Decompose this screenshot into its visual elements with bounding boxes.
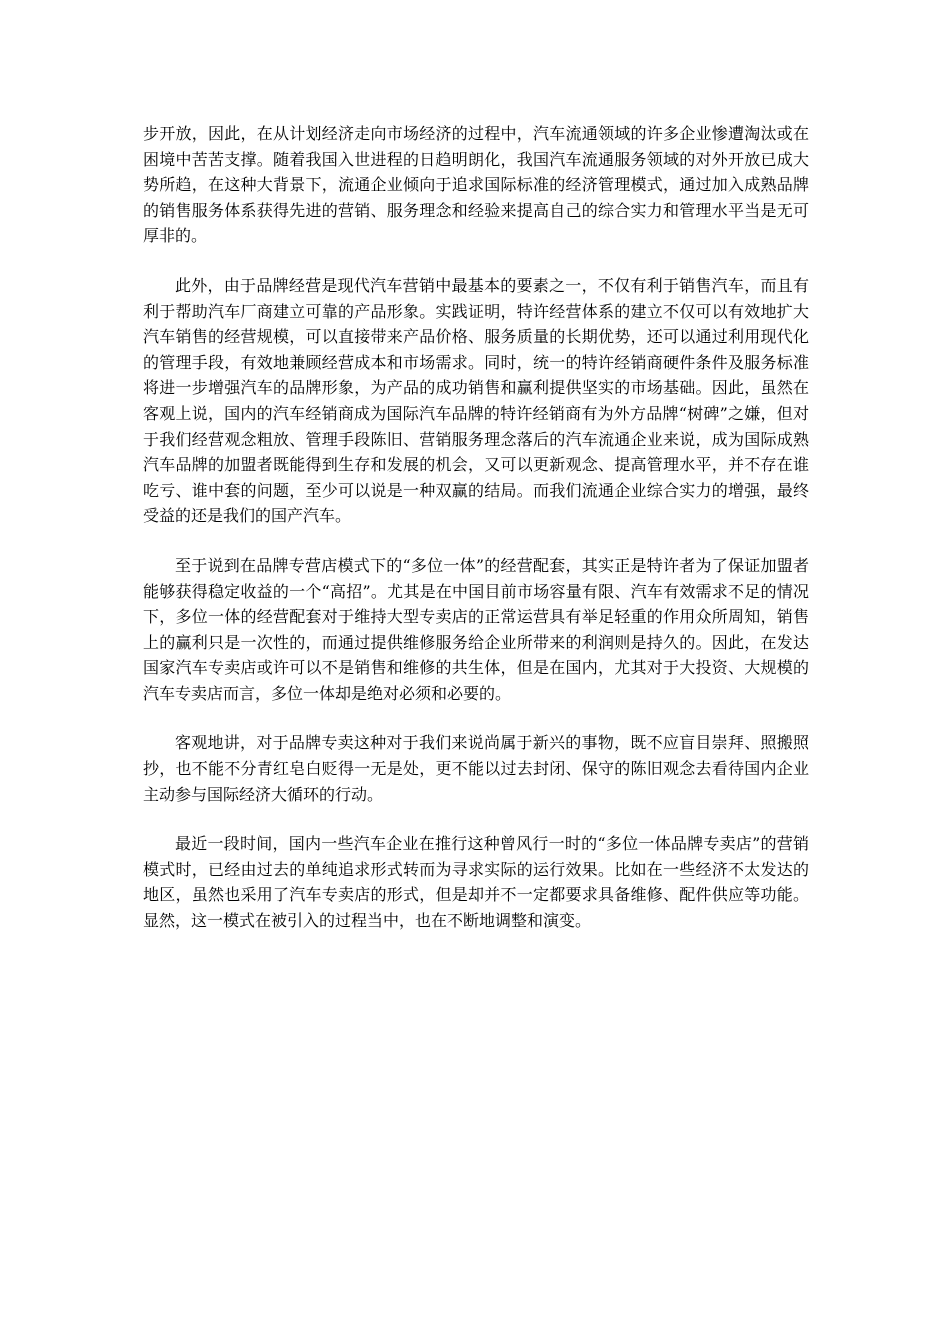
paragraph-2: 此外，由于品牌经营是现代汽车营销中最基本的要素之一，不仅有利于销售汽车，而且有利于帮助汽车厂商建立可靠的产品形象。实践证明，特许经营体系的建立不仅可以有效地扩大汽车销售的经营规模，可以直接带来产品价格、服务质量的长期优势，还可以通过利用现代化的管理手段，有效地兼顾经营成本和市场需求。同时，统一的特许经销商硬件条件及服务标准将进一步增强汽车的品牌形象，为产品的成功销售和赢利提供坚实的市场基础。因此，虽然在客观上说，国内的汽车经销商成为国际汽车品牌的特许经销商有为外方品牌“树碑”之嫌，但对于我们经营观念粗放、管理手段陈旧、营销服务理念落后的汽车流通企业来说，成为国际成熟汽车品牌的加盟者既能得到生存和发展的机会，又可以更新观念、提高管理水平，并不存在谁吃亏、谁中套的问题，至少可以说是一种双赢的结局。而我们流通企业综合实力的增强，最终受益的还是我们的国产汽车。: [143, 275, 809, 526]
document-body: [143, 121, 809, 958]
paragraph-3: 至于说到在品牌专营店模式下的“多位一体”的经营配套，其实正是特许者为了保证加盟者能够获得稳定收益的一个“高招”。尤其是在中国目前市场容量有限、汽车有效需求不足的情况下，多位一体的经营配套对于维持大型专卖店的正常运营具有举足轻重的作用众所周知，销售上的赢利只是一次性的，而通过提供维修服务给企业所带来的利润则是持久的。因此，在发达国家汽车专卖店或许可以不是销售和维修的共生体，但是在国内，尤其对于大投资、大规模的汽车专卖店而言，多位一体却是绝对必须和必要的。: [143, 555, 809, 703]
paragraph-5: 最近一段时间，国内一些汽车企业在推行这种曾风行一时的“多位一体品牌专卖店”的营销模式时，已经由过去的单纯追求形式转而为寻求实际的运行效果。比如在一些经济不太发达的地区，虽然也采用了汽车专卖店的形式，但是却并不一定都要求具备维修、配件供应等功能。显然，这一模式在被引入的过程当中，也在不断地调整和演变。: [143, 834, 809, 931]
paragraph-4: 客观地讲，对于品牌专卖这种对于我们来说尚属于新兴的事物，既不应盲目崇拜、照搬照抄，也不能不分青红皂白贬得一无是处，更不能以过去封闭、保守的陈旧观念去看待国内企业主动参与国际经济大循环的行动。: [143, 733, 809, 804]
paragraph-1: 步开放，因此，在从计划经济走向市场经济的过程中，汽车流通领域的许多企业惨遭淘汰或在困境中苦苦支撑。随着我国入世进程的日趋明朗化，我国汽车流通服务领域的对外开放已成大势所趋，在这种大背景下，流通企业倾向于追求国际标准的经济管理模式，通过加入成熟品牌的销售服务体系获得先进的营销、服务理念和经验来提高自己的综合实力和管理水平当是无可厚非的。: [143, 124, 809, 246]
